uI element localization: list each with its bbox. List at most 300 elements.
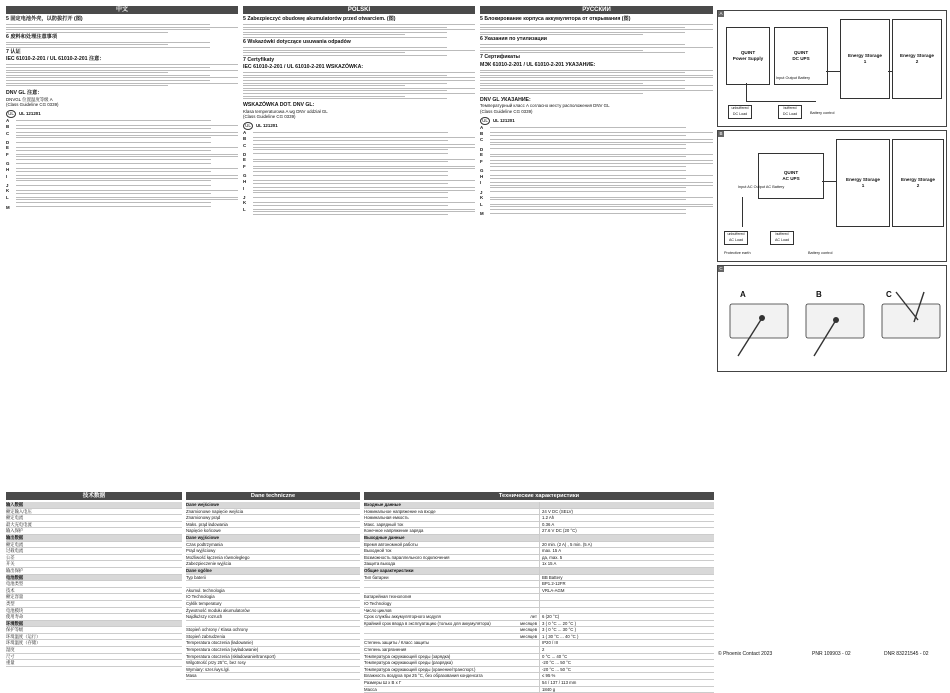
row-value: 0 °C ... 40 °C — [539, 654, 714, 660]
section-6-title: 6 Указания по утилизации — [480, 36, 547, 43]
row-label: Конечное напряжение заряда — [364, 528, 424, 534]
row-label: 电池类型 — [6, 581, 24, 587]
ul-condition-item — [480, 195, 713, 202]
row-label: 重量 — [6, 660, 15, 666]
row-label: Температура окружающей среды (зарядка) — [364, 653, 451, 659]
ul-condition-letter: C — [480, 137, 484, 143]
ul-condition-letter: B — [6, 123, 10, 129]
table-row — [186, 515, 360, 522]
dnv-line: Klasa temperaturowa A wg DNV oddział GL — [243, 108, 328, 114]
row-label: Выходные данные — [364, 534, 405, 540]
table-row — [6, 581, 182, 588]
row-value: 3 ( 0 °C ... 20 °C ) — [539, 621, 714, 627]
table-row — [6, 601, 182, 608]
ul-mark-icon: UL — [6, 110, 16, 118]
table-row — [364, 548, 714, 555]
ac-ups-box: QUINT AC UPS — [758, 153, 824, 199]
ul-condition-item — [243, 207, 475, 216]
row-value: 20 min. (2 A) , 5 min. (5 A) — [539, 542, 714, 548]
table-row — [6, 654, 182, 661]
row-unit — [497, 588, 539, 594]
table-row — [364, 687, 714, 693]
row-label: 电池模块 — [6, 607, 24, 613]
row-unit — [497, 502, 539, 508]
ul-condition-item — [6, 174, 238, 183]
table-row — [186, 548, 360, 555]
row-label: 额定电流 — [6, 515, 24, 521]
row-label: Zabezpieczenie wyjścia — [186, 561, 232, 567]
row-unit: месяцев — [520, 620, 537, 626]
table-row — [364, 660, 714, 667]
row-label: 输出数据 — [6, 534, 24, 540]
row-label: Возможность параллельного подключения — [364, 554, 450, 560]
table-row — [364, 627, 714, 634]
row-value: VRLA-AGM — [539, 588, 714, 594]
ul-condition-letter: A — [480, 125, 484, 131]
row-value: да, max. 5 — [539, 555, 714, 561]
row-label: Степень защиты / Класс защиты — [364, 640, 430, 646]
row-unit — [497, 509, 539, 515]
row-label: Znamionowe napięcie wejścia — [186, 508, 244, 514]
ul-label: UL 121201 — [19, 111, 41, 117]
dnr-code: DNR 83221545 - 02 — [884, 651, 929, 657]
table-row — [186, 509, 360, 516]
row-value: -20 °C ... 50 °C — [539, 667, 714, 673]
column-polish — [243, 6, 475, 217]
step-c-label: C — [886, 290, 892, 299]
row-unit — [497, 515, 539, 521]
row-unit — [497, 561, 539, 567]
ul-condition-item — [6, 152, 238, 161]
pnr-code: PNR 109903 - 02 — [812, 651, 851, 657]
ul-condition-item — [480, 159, 713, 168]
ul-condition-letter: M — [6, 204, 10, 210]
ul-condition-letter: E — [243, 157, 246, 163]
row-unit — [497, 568, 539, 574]
ul-condition-letter: L — [243, 207, 246, 213]
tech-data-table-russian — [364, 492, 714, 693]
energy-storage-2-box: Energy Storage 2 — [892, 19, 942, 99]
row-unit — [497, 542, 539, 548]
ul-condition-item — [6, 205, 238, 210]
section-5-title: 5 固定电池外壳，以防拔打开 (图) — [6, 16, 83, 22]
ul-condition-letter: L — [6, 195, 9, 201]
row-unit — [497, 528, 539, 534]
row-label: 输入保护 — [6, 528, 24, 534]
row-label: IO Technology — [364, 600, 392, 606]
energy-storage-1-box: Energy Storage 1 — [840, 19, 890, 99]
row-value: 1x 15 A — [539, 561, 714, 567]
row-label: Stopień ochrony / Klasa ochrony — [186, 627, 248, 633]
row-label: Masa — [186, 673, 197, 679]
table-row — [364, 640, 714, 647]
column-chinese — [6, 6, 238, 210]
table-row — [364, 673, 714, 680]
row-value: 24 V DC (SELV) — [539, 509, 714, 515]
table-row — [6, 535, 182, 542]
row-label — [186, 581, 360, 587]
row-unit — [497, 575, 539, 581]
row-label: Możliwość łączenia równoległego — [186, 554, 250, 560]
table-row — [6, 502, 182, 509]
dnv-line: (Class Guideline CG 0339) — [243, 113, 296, 119]
row-value: 54 / 137 / 113 mm — [539, 680, 714, 686]
table-row — [6, 647, 182, 654]
section-7-title: 7 Certyfikaty — [243, 56, 275, 63]
table-row — [6, 594, 182, 601]
table-row — [6, 614, 182, 621]
row-unit — [497, 601, 539, 607]
row-unit — [497, 608, 539, 614]
copyright: © Phoenix Contact 2023 — [718, 651, 773, 657]
row-label: Dane wejściowe — [186, 502, 219, 507]
ul-condition-letter: C — [6, 130, 10, 136]
table-row — [186, 502, 360, 509]
row-label: Napięcie końcowe — [186, 528, 221, 534]
row-value — [539, 535, 714, 541]
ul-condition-letter: F — [6, 152, 9, 158]
row-label: 额定电流 — [6, 541, 24, 547]
language-header: POLSKI — [243, 6, 475, 14]
ul-condition-letter: M — [480, 211, 484, 217]
table-row — [6, 621, 182, 628]
table-row — [364, 647, 714, 654]
ul-condition-item — [480, 152, 713, 159]
table-row — [6, 509, 182, 516]
row-label: Батарейная технология — [364, 594, 412, 600]
table-row — [364, 575, 714, 582]
table-row — [364, 654, 714, 661]
row-label: Тип батареи — [364, 574, 389, 580]
row-value: BP1.2-12FR — [539, 581, 714, 587]
section-6-title: 6 Wskazówki dotyczące usuwania odpadów — [243, 38, 351, 45]
row-unit — [497, 594, 539, 600]
ul-condition-letter: F — [480, 158, 483, 164]
row-label: Wilgotność przy 25°C, bez rosy — [186, 660, 246, 666]
row-label: Prąd wyjściowy — [186, 548, 216, 554]
wiring-diagram-ac-ups — [717, 130, 947, 262]
table-row — [186, 608, 360, 615]
table-row — [186, 528, 360, 535]
ul-condition-letter: C — [243, 142, 247, 148]
row-label: Wymiary: szer./wys./gł. — [186, 666, 230, 672]
row-label: 额定容量 — [6, 594, 24, 600]
row-label: 过载电流 — [6, 548, 24, 554]
ul-condition-letter: J — [480, 189, 483, 195]
row-value — [539, 594, 714, 600]
row-value — [539, 568, 714, 574]
ul-condition-item — [6, 124, 238, 131]
ul-condition-item — [6, 131, 238, 140]
ul-condition-item — [243, 136, 475, 143]
row-unit — [497, 522, 539, 528]
row-label: 最大充电电流 — [6, 521, 32, 527]
table-title: Технические характеристики — [364, 492, 714, 500]
ul-condition-letter: F — [243, 164, 246, 170]
ul-condition-letter: B — [480, 130, 484, 136]
ul-conditions-list — [6, 118, 238, 210]
ul-condition-letter: H — [480, 173, 484, 179]
table-row — [6, 548, 182, 555]
row-value — [539, 601, 714, 607]
dnv-title: DNV GL УКАЗАНИЕ: — [480, 96, 531, 103]
row-label: Температура окружающей среды (хранение/транспорт.) — [364, 666, 476, 672]
table-row — [364, 667, 714, 674]
section-7-title: 7 Сертификаты — [480, 54, 520, 61]
row-unit: месяцев — [520, 633, 537, 639]
row-label: 技术 — [6, 587, 15, 593]
ul-condition-letter: E — [6, 145, 9, 151]
table-row — [186, 654, 360, 661]
row-value: 1 ( 30 °C ... 40 °C ) — [539, 634, 714, 640]
row-label: Крайний срок ввода в эксплуатацию (только для аккумулятора) — [364, 620, 491, 626]
step-b-label: B — [816, 290, 822, 299]
row-label — [364, 588, 497, 594]
table-row — [186, 561, 360, 568]
row-value: 0.36 A — [539, 522, 714, 528]
ul-condition-letter: I — [243, 185, 245, 191]
table-row — [364, 680, 714, 687]
row-label: 保护等级 — [6, 627, 24, 633]
row-unit — [497, 654, 539, 660]
row-label: Temperatura otoczenia (ładowanie) — [186, 640, 254, 646]
row-label: 环境温度（存储） — [6, 640, 41, 646]
ul-condition-letter: H — [243, 178, 247, 184]
row-unit — [497, 660, 539, 666]
table-row — [364, 528, 714, 535]
table-row — [6, 522, 182, 529]
table-row — [186, 588, 360, 595]
dnv-title: WSKAZÓWKA DOT. DNV GL: — [243, 102, 315, 109]
table-row — [6, 660, 182, 667]
row-label: Temperatura otoczenia (wyładowanie) — [186, 647, 259, 653]
row-label: Число циклов — [364, 607, 392, 613]
row-label: 类型 — [6, 600, 15, 606]
section-6-title: 6 废料和处理注意事项 — [6, 33, 58, 40]
row-value — [539, 608, 714, 614]
row-label — [364, 634, 497, 640]
table-row — [364, 614, 714, 621]
ul-conditions-list — [480, 125, 713, 217]
table-row — [364, 561, 714, 568]
row-label: Temperatura otoczenia (składowanie/transport) — [186, 653, 276, 659]
power-supply-box: QUINT Power Supply — [726, 27, 770, 85]
row-label: Выходной ток — [364, 548, 392, 554]
step-a-label: A — [740, 290, 746, 299]
table-row — [6, 608, 182, 615]
row-label: Номинальное напряжение на входе — [364, 508, 436, 514]
table-title: 技术数据 — [6, 492, 182, 500]
ul-condition-letter: J — [243, 195, 246, 200]
row-label: Время автономной работы — [364, 541, 418, 547]
ul-condition-letter: H — [6, 166, 10, 172]
row-label: Najdłuższy rozruch — [186, 614, 223, 620]
row-label: Dane wyjściowe — [186, 534, 219, 540]
table-row — [186, 621, 360, 628]
ul-condition-letter: G — [480, 168, 484, 174]
ul-condition-item — [6, 195, 238, 204]
table-row — [6, 634, 182, 641]
table-row — [186, 555, 360, 562]
ul-condition-item — [480, 131, 713, 138]
row-value: 2 — [539, 647, 714, 653]
row-value: 1840 g — [539, 687, 714, 693]
ul-condition-item — [480, 180, 713, 189]
table-row — [364, 588, 714, 595]
row-value: max. 15 A — [539, 548, 714, 554]
row-label: 电池数据 — [6, 574, 24, 580]
row-label: Размеры Ш x В x Г — [364, 680, 402, 686]
row-unit — [497, 640, 539, 646]
row-label: Срок службы аккумуляторного модуля — [364, 614, 441, 620]
ul-condition-letter: G — [6, 161, 10, 167]
row-label: Typ baterii — [186, 574, 206, 580]
iec-title: МЭК 61010-2-201 / UL 61010-2-201 УКАЗАНИЕ: — [480, 61, 596, 68]
table-row — [364, 509, 714, 516]
section-5-title: 5 Zabezpieczyć obudowę akumulatorów przed otwarciem. (图) — [243, 16, 396, 22]
section-7-title: 7 认证 — [6, 48, 21, 55]
dnv-line: Температурный класс A согласно месту расположения DNV GL — [480, 103, 610, 109]
table-row — [364, 608, 714, 615]
table-row — [186, 522, 360, 529]
row-label: Макс. зарядный ток — [364, 521, 404, 527]
ul-condition-letter: D — [480, 146, 484, 152]
row-unit: лет — [530, 614, 537, 620]
ul-condition-item — [6, 167, 238, 174]
ul-label: UL 121201 — [493, 118, 515, 124]
dnv-line: (Class Guideline CG 0339) — [480, 108, 533, 114]
table-row — [186, 660, 360, 667]
dnv-line: DNVGL 位置温度等级 A — [6, 96, 53, 102]
terminal-labels: Input Output Battery — [776, 76, 810, 80]
table-row — [186, 673, 360, 680]
iec-title: IEC 61010-2-201 / UL 61010-2-201 注意： — [6, 56, 105, 63]
figure-tag: C — [719, 266, 723, 271]
row-label — [186, 621, 360, 627]
table-row — [6, 555, 182, 562]
buffered-load-box: buffered DC Load — [778, 105, 802, 119]
language-header: РУССКИЙ — [480, 6, 713, 14]
row-unit — [497, 673, 539, 679]
tech-data-table-polish — [186, 492, 360, 680]
row-label: Входные данные — [364, 502, 401, 507]
row-label: Stopień zabrudzenia — [186, 633, 226, 639]
row-label: 湿度 — [6, 647, 15, 653]
ul-condition-letter: J — [6, 183, 9, 189]
row-label: 尺寸 — [6, 653, 15, 659]
row-label: Cyklik temperatury — [186, 600, 222, 606]
dnv-title: DNV GL 注意： — [6, 90, 43, 97]
energy-storage-1-box: Energy Storage 1 — [836, 139, 890, 227]
ul-condition-item — [480, 211, 713, 216]
row-label: 输入数据 — [6, 502, 24, 507]
table-row — [364, 581, 714, 588]
table-row — [186, 581, 360, 588]
buffered-load-box: buffered AC Load — [770, 231, 794, 245]
row-label: 开关 — [6, 561, 15, 567]
table-row — [186, 614, 360, 621]
row-unit: месяцев — [520, 627, 537, 633]
table-row — [6, 568, 182, 575]
ul-condition-item — [480, 174, 713, 181]
ul-condition-item — [6, 145, 238, 152]
section-5-title: 5 Блокирование корпуса аккумулятора от открывания (图) — [480, 16, 631, 22]
ul-condition-letter: A — [6, 118, 10, 124]
ul-condition-item — [243, 164, 475, 173]
row-label: 公差 — [6, 554, 15, 560]
battery-control-label: Battery control — [808, 251, 833, 255]
table-row — [364, 634, 714, 641]
dc-ups-box: QUINT DC UPS — [774, 27, 828, 85]
tech-data-table-chinese — [6, 492, 182, 667]
battery-control-label: Battery control — [810, 111, 835, 115]
dnv-line: (Class Guideline CG 0339) — [6, 101, 59, 107]
table-row — [364, 535, 714, 542]
table-row — [186, 542, 360, 549]
table-row — [6, 542, 182, 549]
row-unit — [497, 535, 539, 541]
table-row — [364, 515, 714, 522]
terminal-labels: Input AC Output AC Battery — [738, 185, 785, 189]
column-russian — [480, 6, 713, 217]
ul-condition-letter: D — [6, 139, 10, 145]
table-row — [6, 528, 182, 535]
ul-condition-item — [6, 188, 238, 195]
ul-condition-letter: K — [243, 200, 247, 206]
energy-storage-2-box: Energy Storage 2 — [892, 139, 944, 227]
row-label — [364, 627, 497, 633]
table-row — [186, 627, 360, 634]
ul-condition-item — [480, 137, 713, 146]
housing-lock-illustration — [717, 265, 947, 372]
lock-steps-illustration — [718, 266, 946, 371]
row-label — [364, 581, 497, 587]
table-row — [6, 561, 182, 568]
table-row — [186, 568, 360, 575]
ul-condition-letter: G — [243, 173, 247, 179]
row-label: Akumul. technologia — [186, 587, 225, 593]
protective-earth-label: Protective earth — [724, 251, 751, 255]
wiring-diagram-dc-ups — [717, 10, 947, 127]
table-row — [6, 588, 182, 595]
ul-condition-item — [243, 143, 475, 152]
row-label: 使用寿命 — [6, 614, 24, 620]
ul-condition-item — [243, 186, 475, 195]
row-unit — [497, 548, 539, 554]
row-label: 额定输入电压 — [6, 508, 32, 514]
row-value: IP20 / III — [539, 640, 714, 646]
table-row — [6, 515, 182, 522]
row-label: 环境温度（运行） — [6, 633, 41, 639]
row-value — [539, 502, 714, 508]
ul-condition-letter: D — [243, 151, 247, 157]
row-label: Maks. prąd ładowania — [186, 521, 228, 527]
table-row — [6, 640, 182, 647]
row-value: 27.6 V DC (20 °C) — [539, 528, 714, 534]
ul-condition-item — [243, 200, 475, 207]
row-label: Общие характеристики — [364, 567, 414, 573]
ul-condition-letter: B — [243, 135, 247, 141]
row-value: 6 (20 °C) — [539, 614, 714, 620]
ul-condition-letter: L — [480, 202, 483, 207]
table-row — [364, 594, 714, 601]
table-row — [186, 640, 360, 647]
ul-conditions-list — [243, 130, 475, 216]
unbuffered-load-box: unbuffered DC Load — [728, 105, 752, 119]
row-value: ≤ 95 % — [539, 673, 714, 679]
row-label: Dane ogólne — [186, 567, 212, 573]
figure-tag: A — [719, 11, 723, 16]
